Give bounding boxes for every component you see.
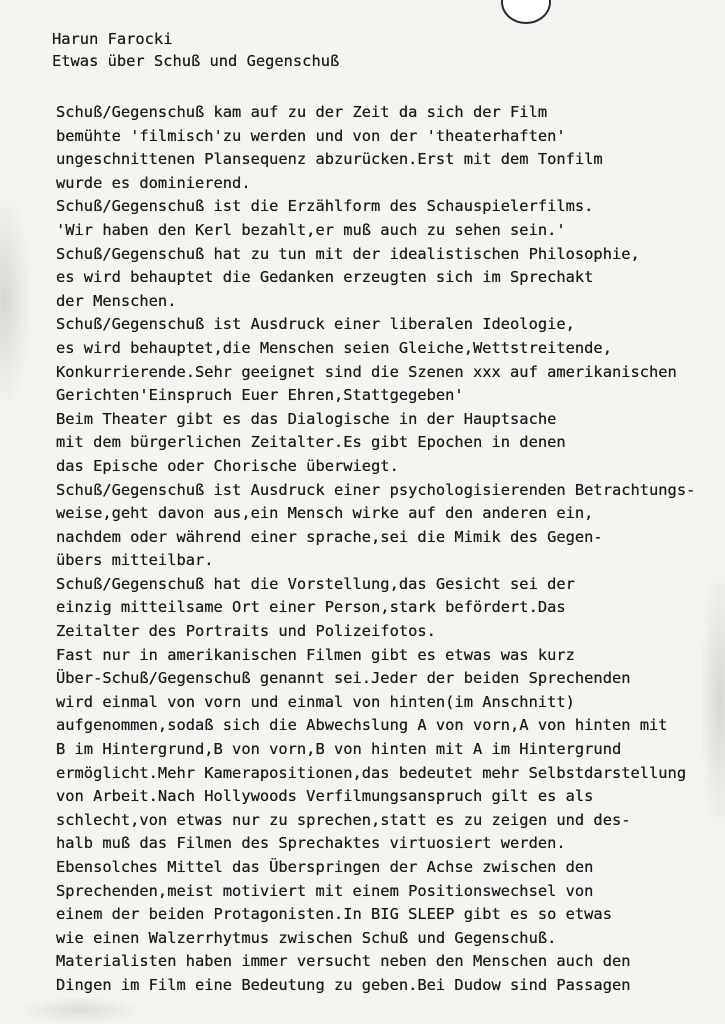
text-line: wie einen Walzerrhytmus zwischen Schuß und Gegenschuß. <box>56 928 557 947</box>
text-line: Schuß/Gegenschuß hat die Vorstellung,das Gesicht sei der <box>56 574 575 593</box>
document-title: Etwas über Schuß und Gegenschuß <box>52 52 340 70</box>
text-line: ungeschnittenen Plansequenz abzurücken.Erst mit dem Tonfilm <box>56 150 603 169</box>
author-name: Harun Farocki <box>52 30 173 48</box>
text-line: von Arbeit.Nach Hollywoods Verfilmungsanspruch gilt es als <box>56 787 594 806</box>
text-line: Sprechenden,meist motiviert mit einem Positionswechsel von <box>56 881 594 900</box>
text-line: Schuß/Gegenschuß ist die Erzählform des Schauspielerfilms. <box>56 197 594 216</box>
text-line: der Menschen. <box>56 291 177 310</box>
text-line: Beim Theater gibt es das Dialogische in der Hauptsache <box>56 409 557 428</box>
text-line: einem der beiden Protagonisten.In BIG SLEEP gibt es so etwas <box>56 905 612 924</box>
text-line: Schuß/Gegenschuß ist Ausdruck einer liberalen Ideologie, <box>56 315 575 334</box>
text-line: Gerichten'Einspruch Euer Ehren,Stattgegeben' <box>56 386 464 405</box>
text-line: Konkurrierende.Sehr geeignet sind die Szenen xxx auf amerikanischen <box>56 362 677 381</box>
text-line: ermöglicht.Mehr Kamerapositionen,das bedeutet mehr Selbstdarstellung <box>56 763 687 782</box>
text-line: Fast nur in amerikanischen Filmen gibt es etwas was kurz <box>56 645 575 664</box>
text-line: Materialisten haben immer versucht neben den Menschen auch den <box>56 952 631 971</box>
text-line: Schuß/Gegenschuß ist Ausdruck einer psychologisierenden Betrachtungs- <box>56 480 696 499</box>
text-line: Schuß/Gegenschuß kam auf zu der Zeit da sich der Film <box>56 103 548 121</box>
text-line: das Epische oder Chorische überwiegt. <box>56 456 399 475</box>
text-line: einzig mitteilsame Ort einer Person,stark befördert.Das <box>56 598 566 617</box>
text-line: schlecht,von etwas nur zu sprechen,statt es zu zeigen und des- <box>56 810 631 829</box>
text-line: halb muß das Filmen des Sprechaktes virtuosiert werden. <box>56 834 566 853</box>
text-line: es wird behauptet die Gedanken erzeugten sich im Sprechakt <box>56 268 594 287</box>
text-line: Ebensolches Mittel das Überspringen der Achse zwischen den <box>56 858 594 876</box>
text-line: wurde es dominierend. <box>56 173 251 192</box>
text-line: Schuß/Gegenschuß hat zu tun mit der idealistischen Philosophie, <box>56 244 640 263</box>
punch-hole <box>503 0 549 22</box>
text-line: Über-Schuß/Gegenschuß genannt sei.Jeder der beiden Sprechenden <box>56 669 631 688</box>
body-text <box>56 101 721 998</box>
text-line: aufgenommen,sodaß sich die Abwechslung A von vorn,A von hinten mit <box>56 716 668 735</box>
text-line: mit dem bürgerlichen Zeitalter.Es gibt Epochen in denen <box>56 433 566 452</box>
text-line: Zeitalter des Portraits und Polizeifotos. <box>56 622 436 641</box>
text-line: weise,geht davon aus,ein Mensch wirke auf den anderen ein, <box>56 504 594 523</box>
text-line: wird einmal von vorn und einmal von hinten(im Anschnitt) <box>56 692 575 711</box>
text-line: B im Hintergrund,B von vorn,B von hinten mit A im Hintergrund <box>56 740 622 759</box>
text-line: bemühte 'filmisch'zu werden und von der 'theaterhaften' <box>56 126 566 145</box>
text-line: es wird behauptet,die Menschen seien Gleiche,Wettstreitende, <box>56 338 612 357</box>
text-line: 'Wir haben den Kerl bezahlt,er muß auch zu sehen sein.' <box>56 220 566 239</box>
text-line: nachdem oder während einer sprache,sei die Mimik des Gegen- <box>56 527 603 546</box>
text-line: Dingen im Film eine Bedeutung zu geben.Bei Dudow sind Passagen <box>56 975 631 994</box>
text-line: übers mitteilbar. <box>56 551 214 570</box>
